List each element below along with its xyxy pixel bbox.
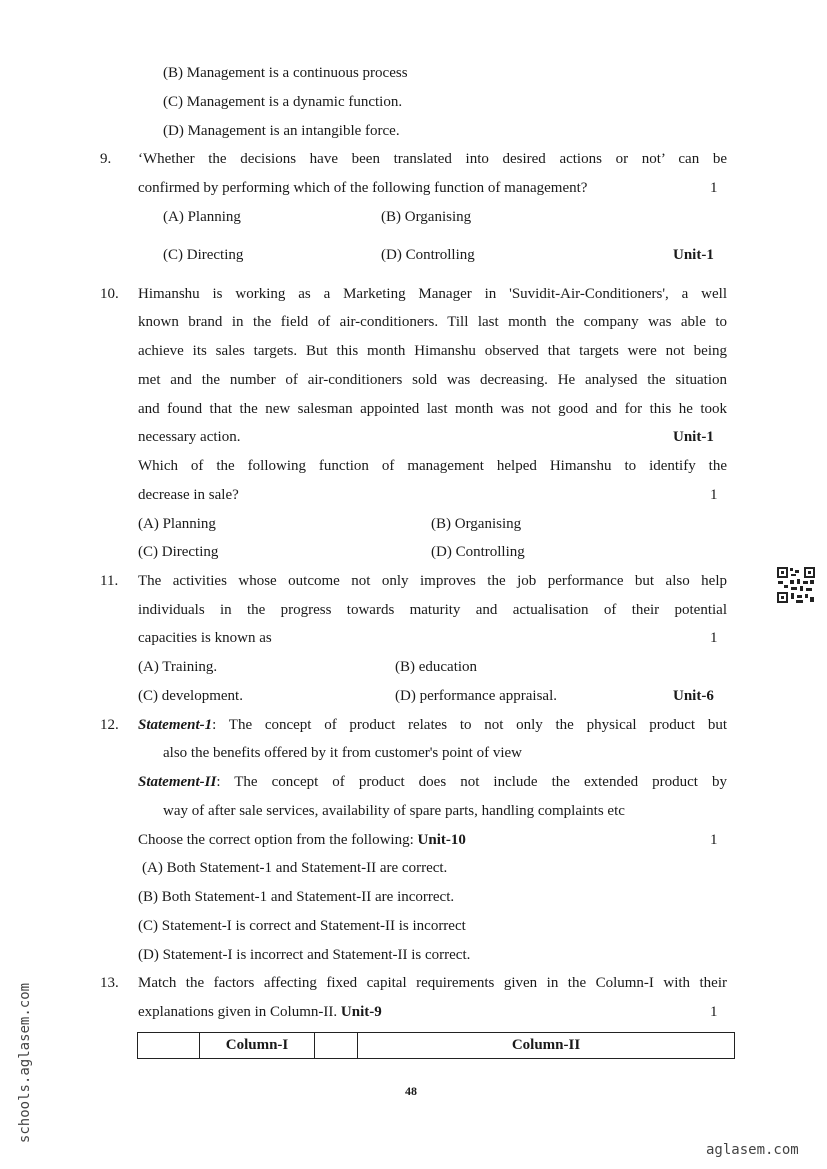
q13-text-line1: Match the factors affecting fixed capital requirements given in the Column-I with their [138, 975, 727, 991]
q10-text-line: achieve its sales targets. But this month Himanshu observed that targets were not being [138, 343, 727, 359]
q11-option-a: (A) Training. [138, 659, 218, 675]
q10-text-line: known brand in the field of air-conditioners. Till last month the company was able to [138, 314, 727, 330]
q13-number: 13. [100, 975, 119, 991]
q10-text-line: Himanshu is working as a Marketing Manager in 'Suvidit-Air-Conditioners', a well [138, 286, 727, 302]
q10-text-line: and found that the new salesman appointed last month was not good and for this he took [138, 401, 727, 417]
q12-statement2-line1 [138, 773, 727, 791]
q11-text-line2: individuals in the progress towards maturity and actualisation of their potential [138, 602, 727, 618]
q13-marks: 1 [710, 1004, 718, 1020]
q11-option-b: (B) education [395, 659, 478, 675]
q11-text-line1: The activities whose outcome not only improves the job performance but also help [138, 573, 727, 589]
side-watermark: schools.aglasem.com [17, 982, 33, 1144]
q8-option-b: (B) Management is a continuous process [163, 65, 408, 81]
q9-number: 9. [100, 151, 112, 167]
q10-option-b: (B) Organising [431, 516, 522, 532]
q12-option-c: (C) Statement-I is correct and Statement-II is incorrect [138, 918, 466, 934]
q12-choose-line [138, 831, 466, 849]
q12-statement1-label: Statement-1 [138, 717, 213, 733]
column-1-header: Column-I [200, 1033, 315, 1059]
q8-option-c: (C) Management is a dynamic function. [163, 94, 403, 110]
qr-code-icon[interactable] [776, 566, 816, 604]
q12-statement2-line2: way of after sale services, availability of spare parts, handling complaints etc [163, 803, 625, 819]
q9-text-line2: confirmed by performing which of the following function of management? [138, 180, 588, 196]
q9-option-b: (B) Organising [381, 209, 472, 225]
table-cell-blank [315, 1033, 358, 1059]
q13-unit: Unit-9 [340, 1004, 382, 1020]
column-2-header: Column-II [358, 1033, 735, 1059]
q9-unit: Unit-1 [673, 247, 714, 263]
q12-statement1-text: : The concept of product relates to not only the physical product but [212, 717, 727, 733]
q11-text-line3: capacities is known as [138, 630, 272, 646]
page-number: 48 [405, 1084, 417, 1098]
q9-text-line1: ‘Whether the decisions have been translated into desired actions or not’ can be [138, 151, 727, 167]
q10-option-c: (C) Directing [138, 544, 219, 560]
q11-unit: Unit-6 [673, 688, 714, 704]
q10-number: 10. [100, 286, 119, 302]
q12-marks: 1 [710, 832, 718, 848]
q12-option-d: (D) Statement-I is incorrect and Statement-II is correct. [138, 947, 471, 963]
q12-statement1-line2: also the benefits offered by it from customer's point of view [163, 745, 523, 761]
q11-option-c: (C) development. [138, 688, 243, 704]
q12-statement2-label: Statement-II [138, 774, 217, 790]
q12-choose-text: Choose the correct option from the following: [138, 832, 414, 848]
q10-marks: 1 [710, 487, 718, 503]
table-header-row [138, 1033, 735, 1059]
q10-text-line: met and the number of air-conditioners sold was decreasing. He analysed the situation [138, 372, 727, 388]
q10-unit: Unit-1 [673, 429, 714, 445]
q10-question-line1: Which of the following function of management helped Himanshu to identify the [138, 458, 727, 474]
q9-option-c: (C) Directing [163, 247, 244, 263]
match-columns-table [137, 1032, 735, 1059]
q12-statement1-line1 [138, 716, 727, 734]
table-cell-blank [138, 1033, 200, 1059]
q10-option-a: (A) Planning [138, 516, 216, 532]
q10-question-line2: decrease in sale? [138, 487, 239, 503]
q9-option-d: (D) Controlling [381, 247, 475, 263]
q10-text-last: necessary action. [138, 429, 241, 445]
bottom-watermark: aglasem.com [706, 1142, 799, 1158]
q11-number: 11. [100, 573, 119, 589]
q12-option-b: (B) Both Statement-1 and Statement-II are incorrect. [138, 889, 455, 905]
q13-text: explanations given in Column-II. [138, 1004, 338, 1020]
q12-option-a: (A) Both Statement-1 and Statement-II are correct. [142, 860, 448, 876]
q9-marks: 1 [710, 180, 718, 196]
q8-option-d: (D) Management is an intangible force. [163, 123, 400, 139]
q13-text-line2 [138, 1003, 382, 1021]
q11-option-d: (D) performance appraisal. [395, 688, 557, 704]
q12-statement2-text: : The concept of product does not include the extended product by [216, 774, 727, 790]
q10-option-d: (D) Controlling [431, 544, 525, 560]
q12-unit: Unit-10 [417, 832, 466, 848]
q9-option-a: (A) Planning [163, 209, 241, 225]
q11-marks: 1 [710, 630, 718, 646]
q12-number: 12. [100, 717, 119, 733]
